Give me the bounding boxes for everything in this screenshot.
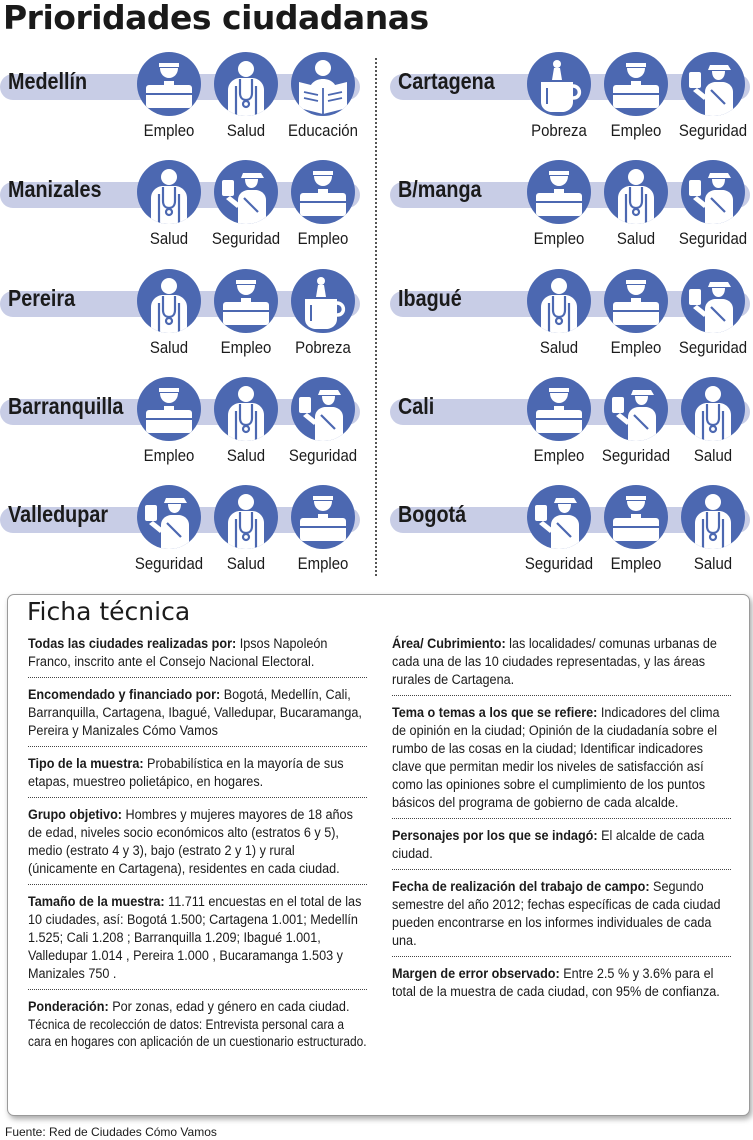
priority-label: Salud <box>149 338 189 357</box>
priority-label: Empleo <box>610 338 662 357</box>
priority-label: Educación <box>288 121 358 140</box>
priority-label: Salud <box>226 446 266 465</box>
doctor-icon <box>137 269 201 333</box>
city-name: Medellín <box>8 68 88 94</box>
ficha-text: las localidades/ comunas urbanas de cada una de las 10 ciudades representadas, y las áreas rurales de Cartagena. <box>392 636 717 688</box>
ficha-separator <box>28 746 367 747</box>
ficha-term: Área/ Cubrimiento: <box>392 636 506 652</box>
ficha-title: Ficha técnica <box>27 597 191 626</box>
begging-cup-icon <box>527 52 591 116</box>
city-row <box>0 52 374 152</box>
priority-label: Seguridad <box>524 554 594 573</box>
priority-label: Salud <box>539 338 579 357</box>
ficha-separator <box>392 818 731 819</box>
ficha-item <box>392 965 731 1001</box>
ficha-text: 11.711 encuestas en el total de las 10 ciudades, así: Bogotá 1.500; Cartagena 1.001; Medellín 1.525; Cali 1.208 ; Barranquilla 1.209; Ibagué 1.001, Valledupar 1.014 , Pereira 1.000 , Bucaramanga 1.503 y Manizales 750 . <box>28 894 362 982</box>
city-row <box>390 269 753 369</box>
priority-label: Seguridad <box>601 446 671 465</box>
city-row <box>0 485 374 585</box>
briefcase-person-icon <box>214 269 278 333</box>
city-row <box>390 52 753 152</box>
priority-label: Empleo <box>297 554 349 573</box>
ficha-item <box>28 806 367 878</box>
column-divider <box>375 58 377 576</box>
ficha-separator <box>392 869 731 870</box>
briefcase-person-icon <box>291 160 355 224</box>
priority-label: Salud <box>149 229 189 248</box>
doctor-icon <box>604 160 668 224</box>
city-name: Pereira <box>8 285 76 311</box>
city-name: Manizales <box>8 176 102 202</box>
police-officer-icon <box>681 160 745 224</box>
priority-label: Empleo <box>533 446 585 465</box>
ficha-term: Tipo de la muestra: <box>28 756 144 772</box>
briefcase-person-icon <box>137 52 201 116</box>
ficha-separator <box>392 956 731 957</box>
city-row <box>0 160 374 260</box>
ficha-term: Grupo objetivo: <box>28 807 123 823</box>
priority-label: Empleo <box>143 121 195 140</box>
priority-label: Seguridad <box>678 229 748 248</box>
city-row <box>0 377 374 477</box>
priority-label: Empleo <box>143 446 195 465</box>
police-officer-icon <box>604 377 668 441</box>
priority-label: Empleo <box>533 229 585 248</box>
briefcase-person-icon <box>137 377 201 441</box>
city-row <box>390 160 753 260</box>
page-title: Prioridades ciudadanas <box>3 0 429 37</box>
city-name: Barranquilla <box>8 393 124 419</box>
city-row <box>0 269 374 369</box>
priority-label: Pobreza <box>295 338 351 357</box>
priority-label: Salud <box>693 446 733 465</box>
briefcase-person-icon <box>527 160 591 224</box>
doctor-icon <box>214 52 278 116</box>
ficha-text: Ipsos Napoleón Franco, inscrito ante el Consejo Nacional Electoral. <box>28 636 328 670</box>
ficha-term: Encomendado y financiado por: <box>28 687 221 703</box>
doctor-icon <box>214 377 278 441</box>
city-row <box>390 485 753 585</box>
ficha-item <box>28 893 367 983</box>
ficha-column-right <box>392 635 731 1001</box>
priority-label: Seguridad <box>678 121 748 140</box>
priority-label: Seguridad <box>211 229 281 248</box>
ficha-text: Por zonas, edad y género en cada ciudad. <box>108 999 350 1015</box>
priority-label: Seguridad <box>678 338 748 357</box>
briefcase-person-icon <box>527 377 591 441</box>
doctor-icon <box>681 377 745 441</box>
priority-label: Salud <box>226 554 266 573</box>
priority-label: Seguridad <box>134 554 204 573</box>
police-officer-icon <box>214 160 278 224</box>
priority-label: Empleo <box>220 338 272 357</box>
city-name: Bogotá <box>398 501 467 527</box>
ficha-item <box>28 686 367 740</box>
priority-label: Empleo <box>297 229 349 248</box>
ficha-text: Entre 2.5 % y 3.6% para el total de la muestra de cada ciudad, con 95% de confianza. <box>392 966 720 1000</box>
priority-label: Empleo <box>610 554 662 573</box>
ficha-extra-text: Técnica de recolección de datos: Entrevista personal cara a cara en hogares con aplicación de un cuestionario estructurado. <box>28 1017 367 1049</box>
ficha-term: Tamaño de la muestra: <box>28 894 165 910</box>
city-name: Valledupar <box>8 501 109 527</box>
priority-label: Pobreza <box>531 121 587 140</box>
ficha-item <box>392 704 731 812</box>
ficha-text: Indicadores del clima de opinión en la ciudad; Opinión de la ciudadanía sobre el rumbo de las cosas en la ciudad; Identificar indicadores clave que permitan medir los niveles de satisfacción así como las opiniones sobre el cumplimiento de los puntos básicos del programa de gobierno de cada alcalde. <box>392 705 720 811</box>
ficha-separator <box>392 695 731 696</box>
ficha-item <box>28 998 367 1054</box>
police-officer-icon <box>137 485 201 549</box>
police-officer-icon <box>291 377 355 441</box>
source-credit: Fuente: Red de Ciudades Cómo Vamos <box>5 1125 217 1139</box>
city-name: Ibagué <box>398 285 462 311</box>
priority-label: Salud <box>616 229 656 248</box>
ficha-text: El alcalde de cada ciudad. <box>392 828 705 862</box>
city-name: Cartagena <box>398 68 495 94</box>
city-name: Cali <box>398 393 435 419</box>
ficha-term: Fecha de realización del trabajo de campo: <box>392 879 650 895</box>
briefcase-person-icon <box>604 485 668 549</box>
priority-label: Salud <box>693 554 733 573</box>
ficha-text: Probabilística en la mayoría de sus etapas, muestreo polietápico, en hogares. <box>28 756 344 790</box>
ficha-text: Bogotá, Medellín, Cali, Barranquilla, Cartagena, Ibagué, Valledupar, Bucaramanga, Pereira y Manizales Cómo Vamos <box>28 687 362 739</box>
ficha-item <box>392 878 731 950</box>
police-officer-icon <box>681 52 745 116</box>
briefcase-person-icon <box>604 52 668 116</box>
doctor-icon <box>214 485 278 549</box>
police-officer-icon <box>527 485 591 549</box>
police-officer-icon <box>681 269 745 333</box>
doctor-icon <box>137 160 201 224</box>
doctor-icon <box>527 269 591 333</box>
ficha-item <box>392 827 731 863</box>
ficha-term: Todas las ciudades realizadas por: <box>28 636 237 652</box>
priority-label: Salud <box>226 121 266 140</box>
ficha-column-left <box>28 635 367 1054</box>
city-row <box>390 377 753 477</box>
ficha-term: Tema o temas a los que se refiere: <box>392 705 598 721</box>
briefcase-person-icon <box>604 269 668 333</box>
ficha-separator <box>28 677 367 678</box>
ficha-separator <box>28 989 367 990</box>
ficha-term: Margen de error observado: <box>392 966 560 982</box>
ficha-term: Personajes por los que se indagó: <box>392 828 598 844</box>
priority-label: Empleo <box>610 121 662 140</box>
ficha-item <box>392 635 731 689</box>
city-name: B/manga <box>398 176 482 202</box>
priority-label: Seguridad <box>288 446 358 465</box>
ficha-tecnica-box <box>7 594 750 1116</box>
ficha-item <box>28 755 367 791</box>
ficha-separator <box>28 884 367 885</box>
doctor-icon <box>681 485 745 549</box>
reader-book-icon <box>291 52 355 116</box>
ficha-separator <box>28 797 367 798</box>
ficha-text: Hombres y mujeres mayores de 18 años de edad, niveles socio económicos alto (estratos 6 y 5), medio (estrato 4 y 3), bajo (estrato 2 y 1) y rural (únicamente en Cartagena), residentes en cada ciudad. <box>28 807 353 877</box>
ficha-text: Segundo semestre del año 2012; fechas específicas de cada ciudad pueden encontrarse en los informes individuales de cada una. <box>392 879 721 949</box>
briefcase-person-icon <box>291 485 355 549</box>
ficha-item <box>28 635 367 671</box>
ficha-term: Ponderación: <box>28 999 109 1015</box>
begging-cup-icon <box>291 269 355 333</box>
